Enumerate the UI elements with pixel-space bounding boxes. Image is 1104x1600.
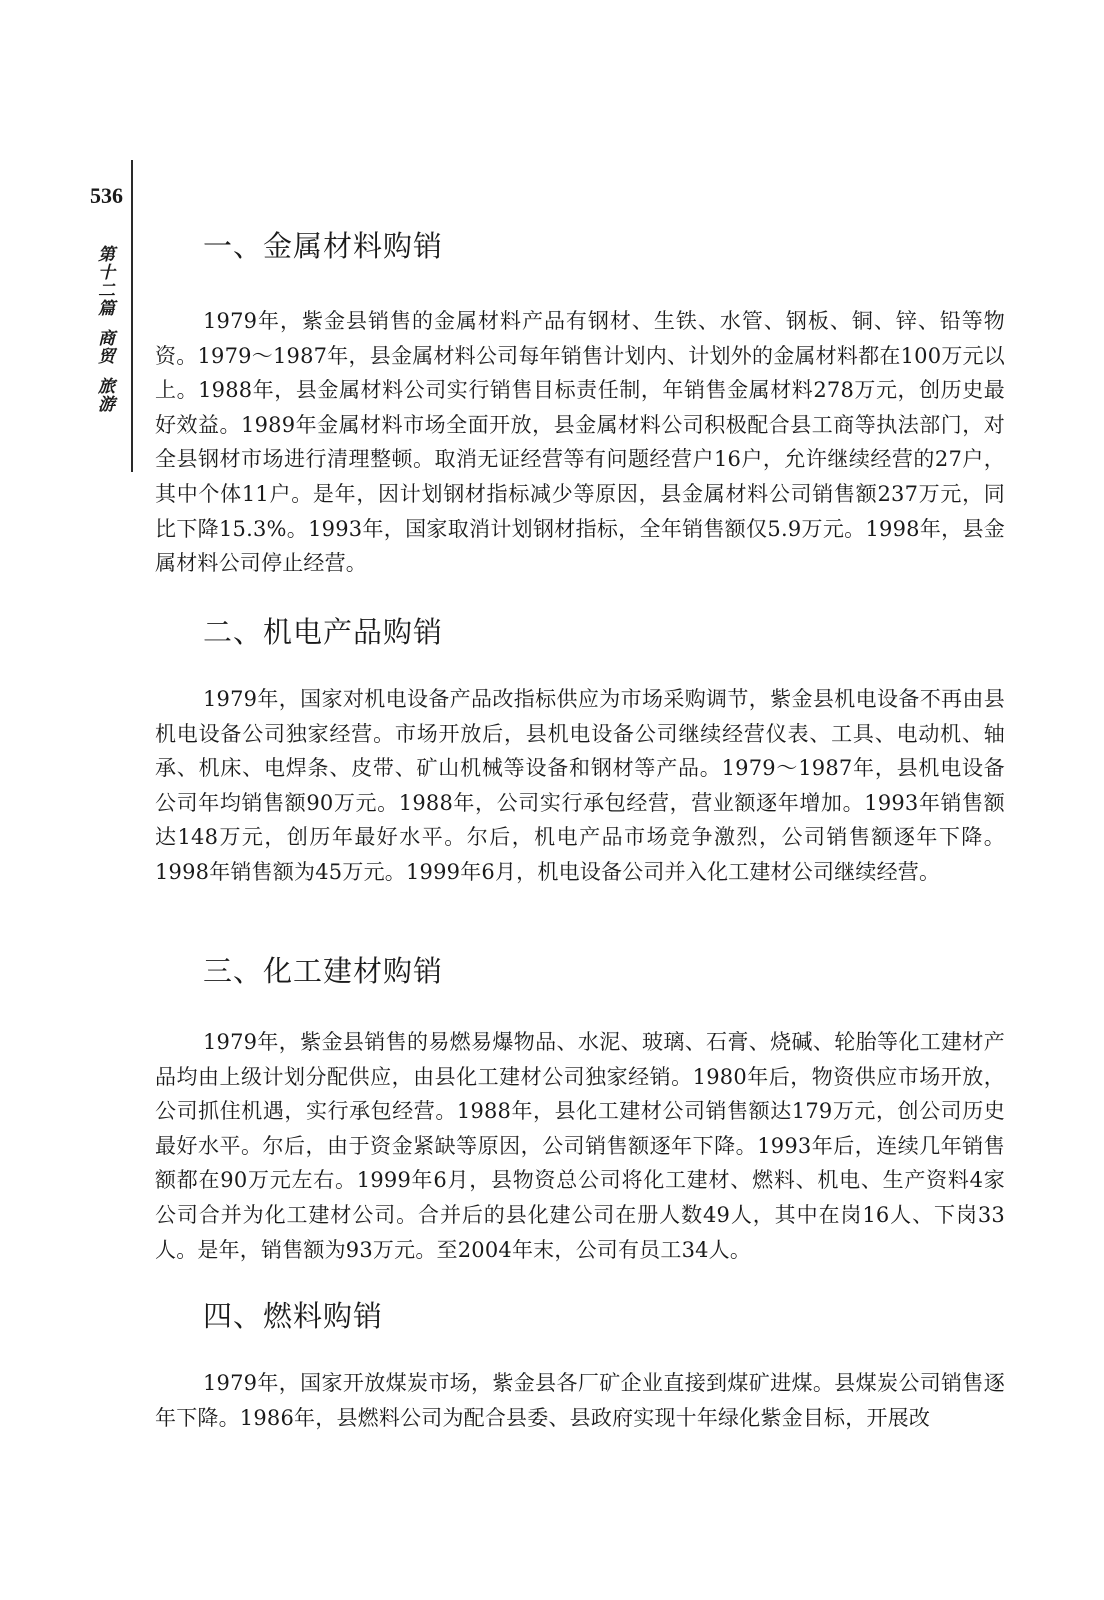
chapter-label bbox=[92, 245, 114, 413]
chapter-label-part: 第十二篇 bbox=[94, 245, 114, 317]
section-paragraph: 1979年，国家对机电设备产品改指标供应为市场采购调节，紫金县机电设备不再由县机电设备公司独家经营。市场开放后，县机电设备公司继续经营仪表、工具、电动机、轴承、机床、电焊条、皮带、矿山机械等设备和钢材等产品。1979～1987年，县机电设备公司年均销售额90万元。1988年，公司实行承包经营，营业额逐年增加。1993年销售额达148万元，创历年最好水平。尔后，机电产品市场竞争激烈，公司销售额逐年下降。1998年销售额为45万元。1999年6月，机电设备公司并入化工建材公司继续经营。 bbox=[155, 687, 1005, 884]
section-chemical-building-materials bbox=[155, 951, 1005, 1267]
section-paragraph: 1979年，国家开放煤炭市场，紫金县各厂矿企业直接到煤矿进煤。县煤炭公司销售逐年下降。1986年，县燃料公司为配合县委、县政府实现十年绿化紫金目标，开展改 bbox=[155, 1371, 1005, 1430]
section-paragraph: 1979年，紫金县销售的金属材料产品有钢材、生铁、水管、钢板、铜、锌、铅等物资。1979～1987年，县金属材料公司每年销售计划内、计划外的金属材料都在100万元以上。1988年，县金属材料公司实行销售目标责任制，年销售金属材料278万元，创历史最好效益。1989年金属材料市场全面开放，县金属材料公司积极配合县工商等执法部门，对全县钢材市场进行清理整顿。取消无证经营等有问题经营户16户，允许继续经营的27户，其中个体11户。是年，因计划钢材指标减少等原因，县金属材料公司销售额237万元，同比下降15.3%。1993年，国家取消计划钢材指标，全年销售额仅5.9万元。1998年，县金属材料公司停止经营。 bbox=[155, 309, 1005, 576]
section-paragraph: 1979年，紫金县销售的易燃易爆物品、水泥、玻璃、石膏、烧碱、轮胎等化工建材产品均由上级计划分配供应，由县化工建材公司独家经销。1980年后，物资供应市场开放，公司抓住机遇，实行承包经营。1988年，县化工建材公司销售额达179万元，创公司历史最好水平。尔后，由于资金紧缺等原因，公司销售额逐年下降。1993年后，连续几年销售额都在90万元左右。1999年6月，县物资总公司将化工建材、燃料、机电、生产资料4家公司合并为化工建材公司。合并后的县化建公司在册人数49人，其中在岗16人、下岗33人。是年，销售额为93万元。至2004年末，公司有员工34人。 bbox=[155, 1030, 1005, 1262]
chapter-label-topic-trade: 商贸 bbox=[94, 329, 114, 365]
section-heading: 二、机电产品购销 bbox=[203, 615, 444, 649]
margin-rule bbox=[131, 160, 133, 472]
page-number: 536 bbox=[90, 183, 123, 208]
section-heading: 三、化工建材购销 bbox=[203, 954, 444, 988]
section-fuel bbox=[155, 1296, 1005, 1435]
section-electromechanical-products bbox=[155, 612, 1005, 890]
chapter-label-topic-tourism: 旅游 bbox=[94, 377, 114, 413]
section-heading: 一、金属材料购销 bbox=[203, 229, 444, 263]
section-heading: 四、燃料购销 bbox=[203, 1299, 384, 1333]
section-metal-materials bbox=[155, 226, 1005, 581]
